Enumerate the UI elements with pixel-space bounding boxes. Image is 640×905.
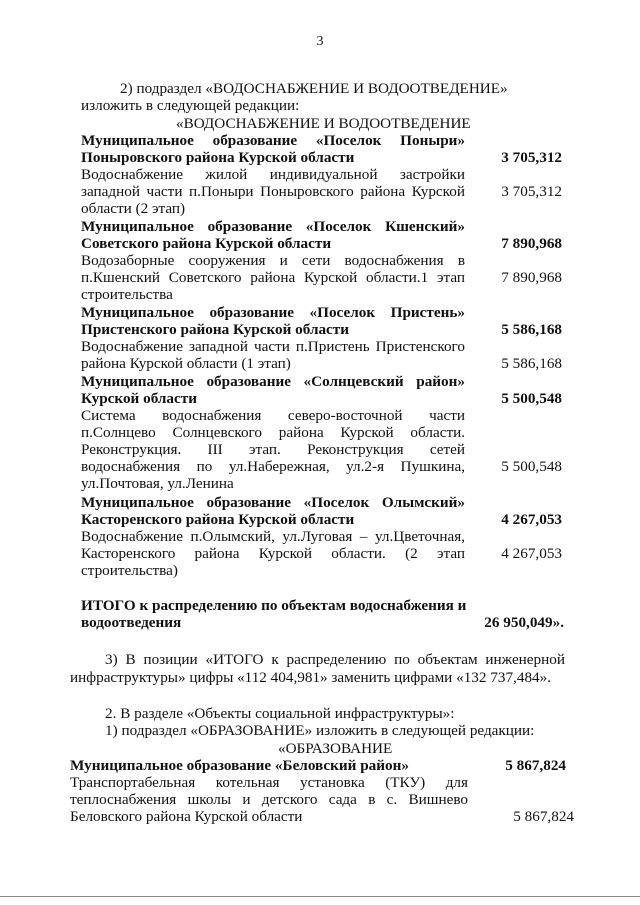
object-line: п.Солнцево Солнцевского района Курской области.: [81, 424, 465, 441]
page-number: 3: [316, 34, 324, 49]
object-line: Касторенского района Курской области. (2 этап: [81, 545, 465, 562]
object-line: теплоснабжения школы и детского сада в с. Вишнево: [70, 791, 468, 808]
social-line-2: 1) подраздел «ОБРАЗОВАНИЕ» изложить в следующей редакции:: [105, 722, 535, 739]
mo-line: Поныровского района Курской области: [81, 149, 355, 166]
mo-line: Муниципальное образование «Поселок Кшенский»: [81, 218, 465, 235]
object-line: строительства: [81, 286, 173, 303]
object-line: Система водоснабжения северо-восточной части: [81, 407, 465, 424]
social-line-1: 2. В разделе «Объекты социальной инфраструктуры»:: [105, 705, 455, 722]
mo-amount: 4 267,053: [501, 511, 562, 528]
object-amount: 3 705,312: [501, 183, 562, 200]
water-heading: «ВОДОСНАБЖЕНИЕ И ВОДООТВЕДЕНИЕ: [176, 115, 471, 132]
object-amount: 5 586,168: [501, 355, 562, 372]
mo-amount: 3 705,312: [501, 149, 562, 166]
object-amount: 5 867,824: [513, 808, 574, 825]
object-line: ул.Почтовая, ул.Ленина: [81, 475, 234, 492]
mo-line: Муниципальное образование «Поселок Олымский»: [81, 494, 465, 511]
object-line: Транспортабельная котельная установка (ТКУ) для: [70, 774, 468, 791]
mo-amount: 5 500,548: [501, 390, 562, 407]
object-line: Реконструкция. III этап. Реконструкция сетей: [81, 441, 465, 458]
education-heading: «ОБРАЗОВАНИЕ: [278, 740, 393, 757]
water-intro-line-2: изложить в следующей редакции:: [81, 97, 300, 114]
object-line: Водоснабжение жилой индивидуальной застройки: [81, 166, 465, 183]
object-line: Водоснабжение п.Олымский, ул.Луговая – ул.Цветочная,: [81, 528, 465, 545]
mo-line: Муниципальное образование «Солнцевский район»: [81, 373, 465, 390]
total-line-2: водоотведения: [81, 614, 182, 631]
object-line: района Курской области (1 этап): [81, 355, 291, 372]
object-line: водоснабжения по ул.Набережная, ул.2-я Пушкина,: [81, 458, 465, 475]
water-intro-line-1: 2) подраздел «ВОДОСНАБЖЕНИЕ И ВОДООТВЕДЕНИЕ»: [120, 80, 508, 97]
object-line: Водозаборные сооружения и сети водоснабжения в: [81, 252, 465, 269]
object-amount: 4 267,053: [501, 545, 562, 562]
object-line: Беловского района Курской области: [70, 808, 303, 825]
total-line-1: ИТОГО к распределению по объектам водоснабжения и: [81, 597, 467, 614]
object-amount: 5 500,548: [501, 458, 562, 475]
mo-amount: 5 586,168: [501, 321, 562, 338]
object-line: строительства): [81, 562, 178, 579]
mo-line: Пристенского района Курской области: [81, 321, 350, 338]
object-line: западной части п.Поныри Поныровского района Курской: [81, 183, 465, 200]
page-bottom-edge: [0, 896, 640, 897]
item3-line-1: 3) В позиции «ИТОГО к распределению по объектам инженерной: [105, 651, 565, 668]
mo-line: Муниципальное образование «Поселок Поныри»: [81, 132, 465, 149]
mo-line: Муниципальное образование «Поселок Пристень»: [81, 304, 465, 321]
item3-line-2: инфраструктуры» цифры «112 404,981» заменить цифрами «132 737,484».: [70, 669, 552, 686]
object-line: области (2 этап): [81, 200, 186, 217]
total-amount: 26 950,049».: [484, 614, 564, 631]
mo-line: Касторенского района Курской области: [81, 511, 355, 528]
mo-line: Муниципальное образование «Беловский район»: [70, 757, 409, 774]
object-line: Водоснабжение западной части п.Пристень Пристенского: [81, 338, 465, 355]
mo-line: Курской области: [81, 390, 197, 407]
object-amount: 7 890,968: [501, 269, 562, 286]
object-line: п.Кшенский Советского района Курской области.1 этап: [81, 269, 465, 286]
mo-line: Советского района Курской области: [81, 235, 332, 252]
mo-amount: 7 890,968: [501, 235, 562, 252]
mo-amount: 5 867,824: [505, 757, 566, 774]
